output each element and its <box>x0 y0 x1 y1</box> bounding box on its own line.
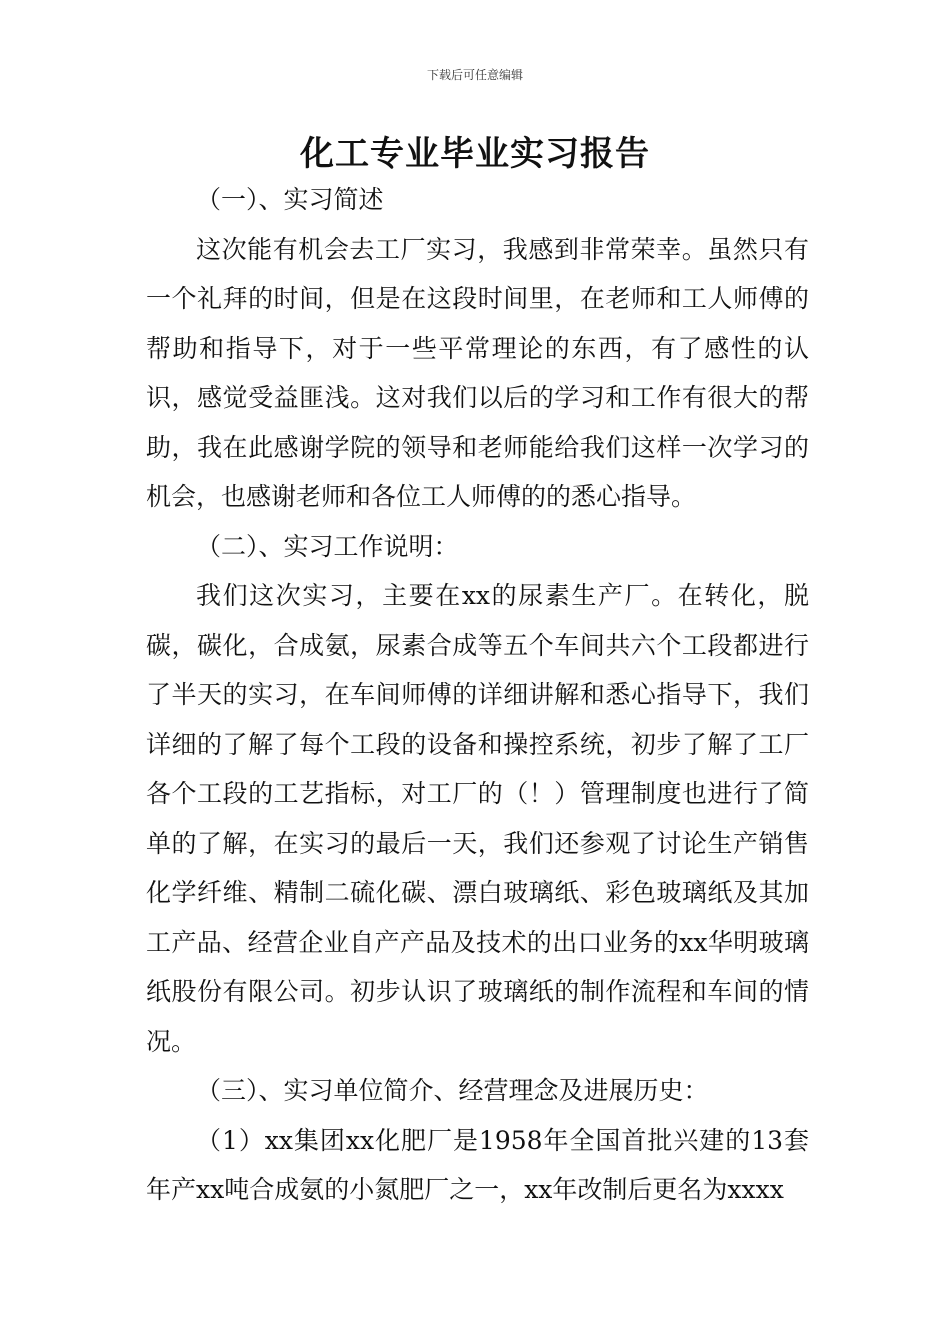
header-note: 下载后可任意编辑 <box>426 68 523 82</box>
section-heading-3: （三）、实习单位简介、经营理念及进展历史： <box>196 1076 709 1105</box>
document-body <box>146 175 809 1215</box>
paragraph-2: 我们这次实习，主要在xx的尿素生产厂。在转化，脱碳，碳化，合成氨，尿素合成等五个车间共六个工段都进行了半天的实习，在车间师傅的详细讲解和悉心指导下，我们详细的了解了每个工段的设备和操控系统，初步了解了工厂各个工段的工艺指标，对工厂的（！）管理制度也进行了简单的了解，在实习的最后一天，我们还参观了讨论生产销售化学纤维、精制二硫化碳、漂白玻璃纸、彩色玻璃纸及其加工产品、经营企业自产产品及技术的出口业务的xx华明玻璃纸股份有限公司。初步认识了玻璃纸的制作流程和车间的情况。 <box>146 581 809 1056</box>
section-heading-2: （二）、实习工作说明： <box>196 531 459 561</box>
section-heading-1: （一）、实习简述 <box>196 185 384 214</box>
document-title: 化工专业毕业实习报告 <box>300 134 650 174</box>
paragraph-3: （1）xx集团xx化肥厂是1958年全国首批兴建的13套年产xx吨合成氨的小氮肥厂之一，xx年改制后更名为xxxx <box>146 1125 809 1204</box>
paragraph-1: 这次能有机会去工厂实习，我感到非常荣幸。虽然只有一个礼拜的时间，但是在这段时间里，在老师和工人师傅的帮助和指导下，对于一些平常理论的东西，有了感性的认识，感觉受益匪浅。这对我们以后的学习和工作有很大的帮助，我在此感谢学院的领导和老师能给我们这样一次学习的机会，也感谢老师和各位工人师傅的的悉心指导。 <box>146 234 809 511</box>
